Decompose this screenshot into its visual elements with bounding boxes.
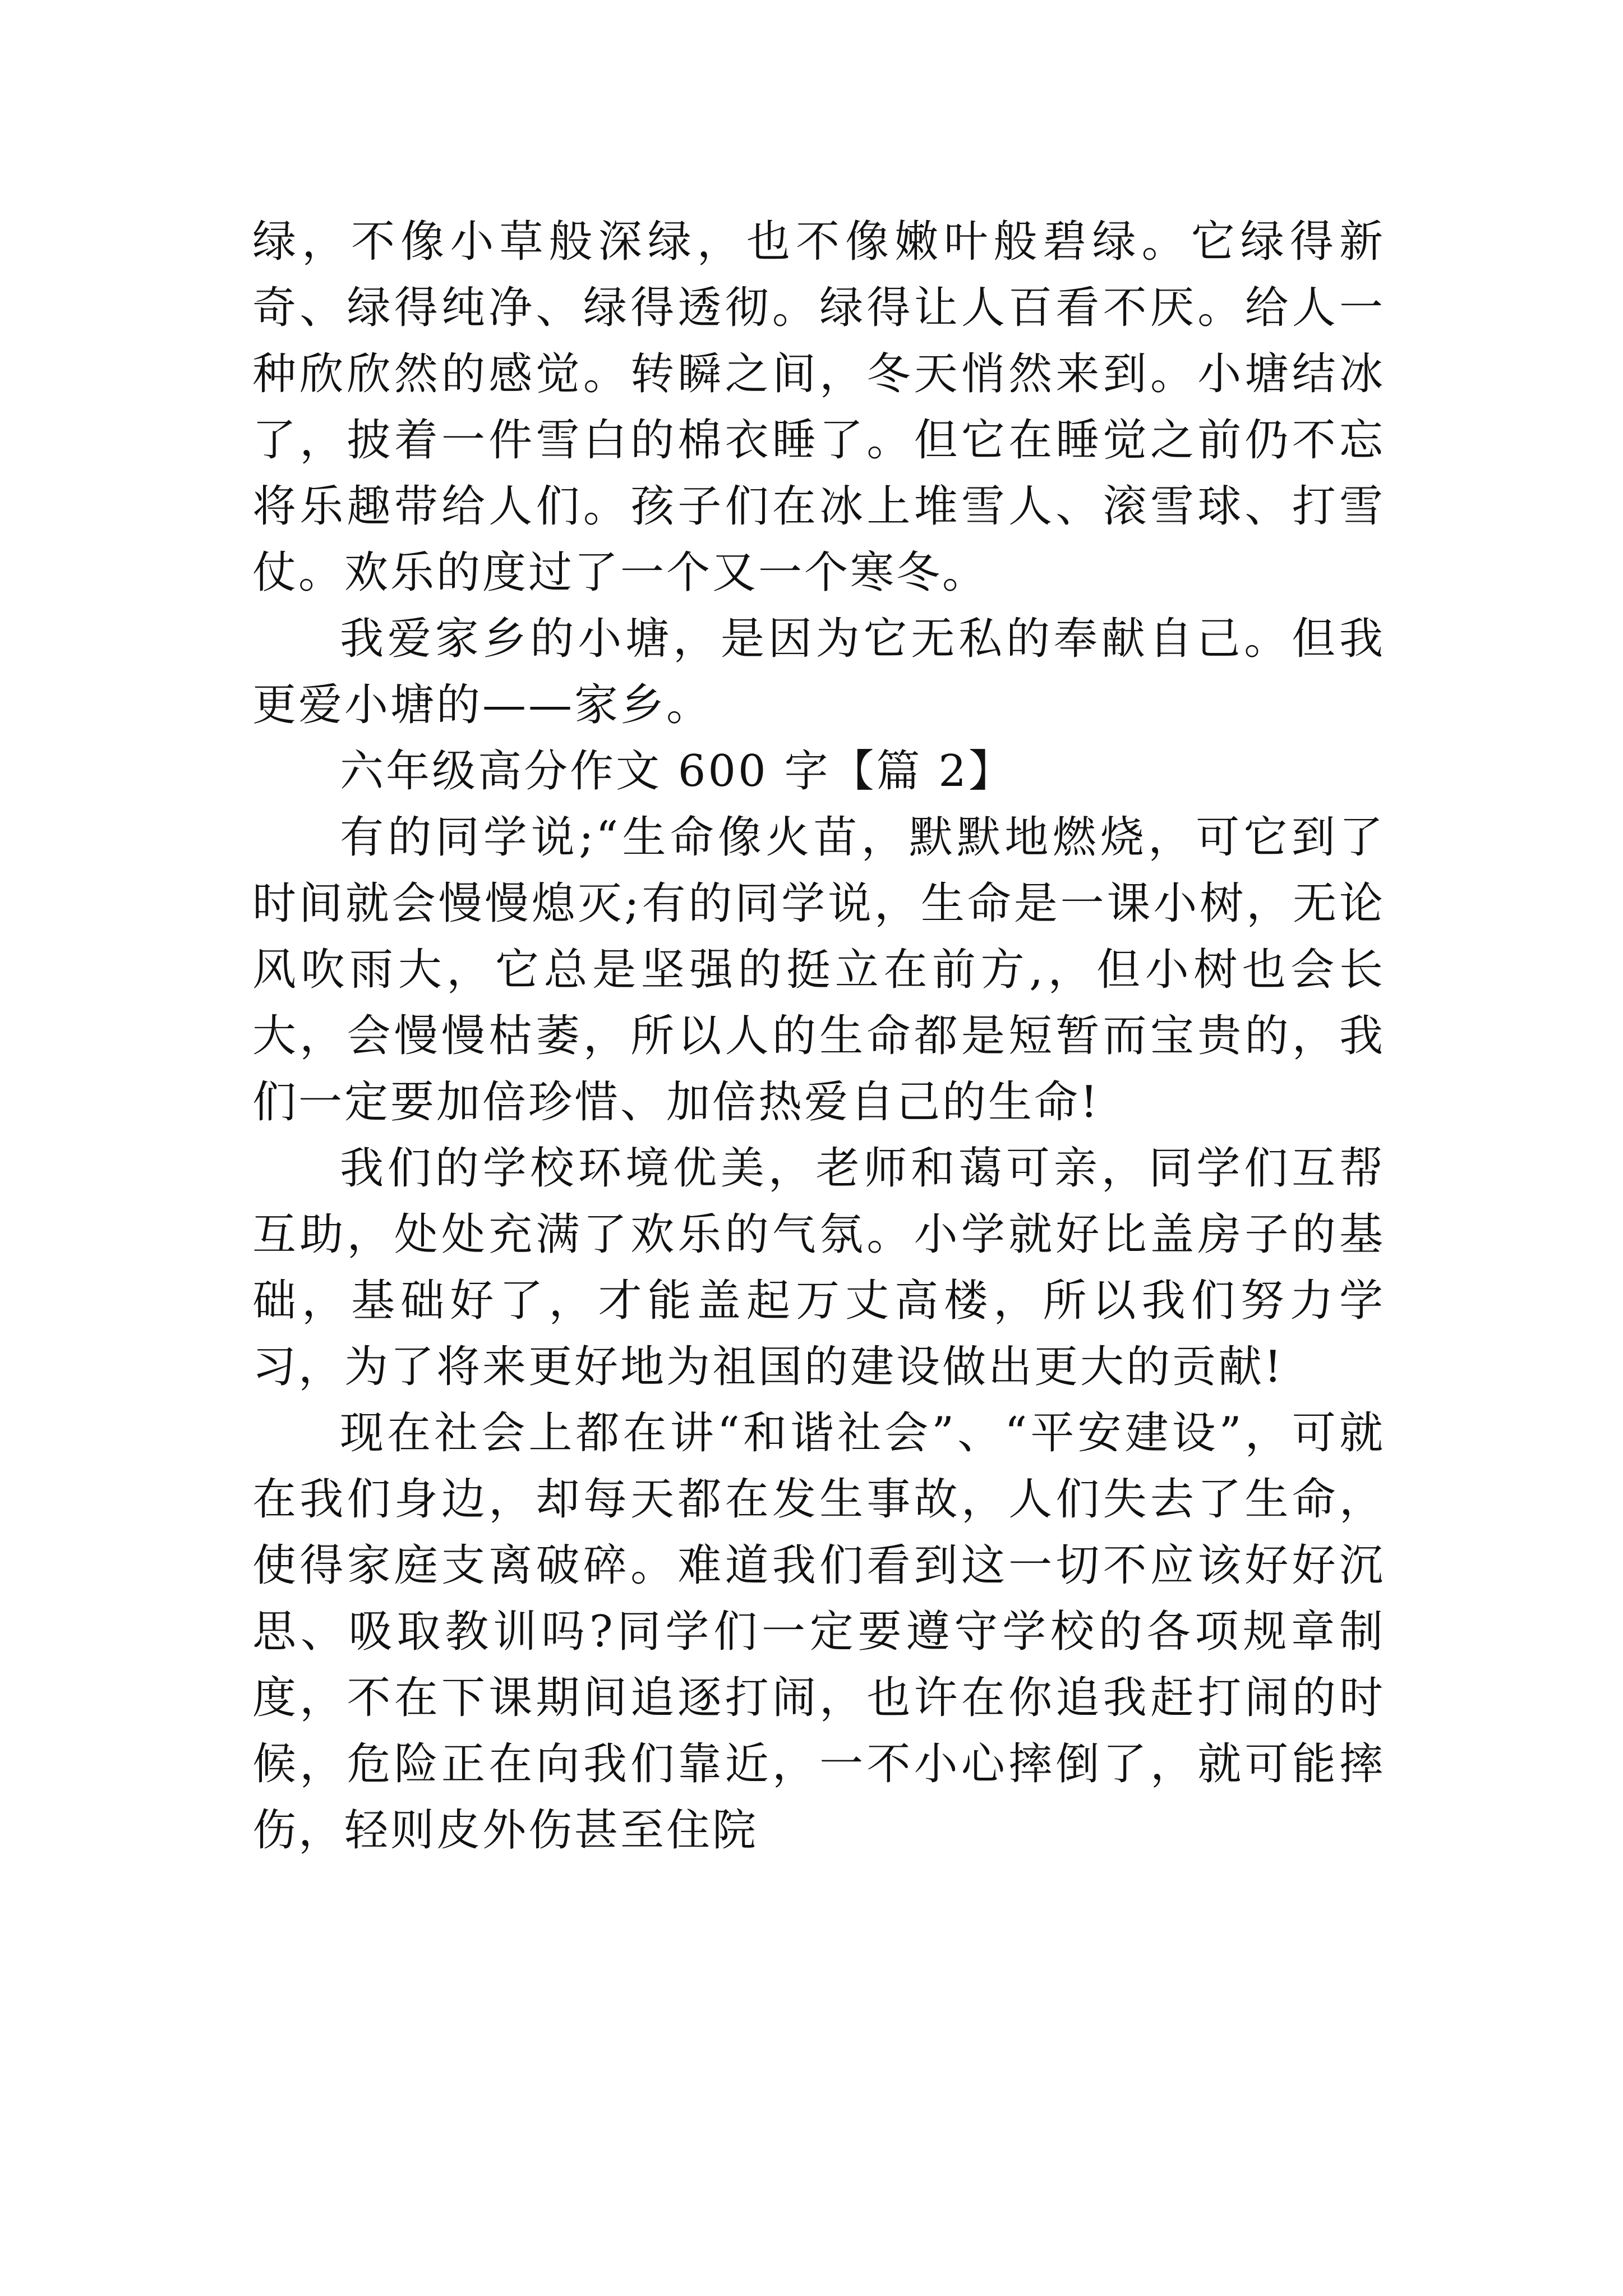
paragraph-school: 我们的学校环境优美，老师和蔼可亲，同学们互帮互助，处处充满了欢乐的气氛。小学就好比盖房子的基础，基础好了，才能盖起万丈高楼，所以我们努力学习，为了将来更好地为祖国的建设做出更大的贡献! (252, 1143, 1385, 1392)
paragraph-love-pond: 我爱家乡的小塘，是因为它无私的奉献自己。但我更爱小塘的——家乡。 (252, 614, 1385, 730)
paragraph-safety: 现在社会上都在讲“和谐社会”、“平安建设”，可就在我们身边，却每天都在发生事故，人们失去了生命，使得家庭支离破碎。难道我们看到这一切不应该好好沉思、吸取教训吗?同学们一定要遵守学校的各项规章制度，不在下课期间追逐打闹，也许在你追我赶打闹的时候，危险正在向我们靠近，一不小心摔倒了，就可能摔伤，轻则皮外伤甚至住院 (252, 1408, 1385, 1856)
document-body (252, 209, 1385, 1864)
paragraph-continued: 绿，不像小草般深绿，也不像嫩叶般碧绿。它绿得新奇、绿得纯净、绿得透彻。绿得让人百看不厌。给人一种欣欣然的感觉。转瞬之间，冬天悄然来到。小塘结冰了，披着一件雪白的棉衣睡了。但它在睡觉之前仍不忘将乐趣带给人们。孩子们在冰上堆雪人、滚雪球、打雪仗。欢乐的度过了一个又一个寒冬。 (252, 217, 1385, 598)
section-heading: 六年级高分作文 600 字【篇 2】 (340, 746, 1015, 797)
paragraph-life: 有的同学说;“生命像火苗，默默地燃烧，可它到了时间就会慢慢熄灭;有的同学说，生命是一课小树，无论风吹雨大，它总是坚强的挺立在前方,，但小树也会长大，会慢慢枯萎，所以人的生命都是短暂而宝贵的，我们一定要加倍珍惜、加倍热爱自己的生命! (252, 812, 1385, 1128)
